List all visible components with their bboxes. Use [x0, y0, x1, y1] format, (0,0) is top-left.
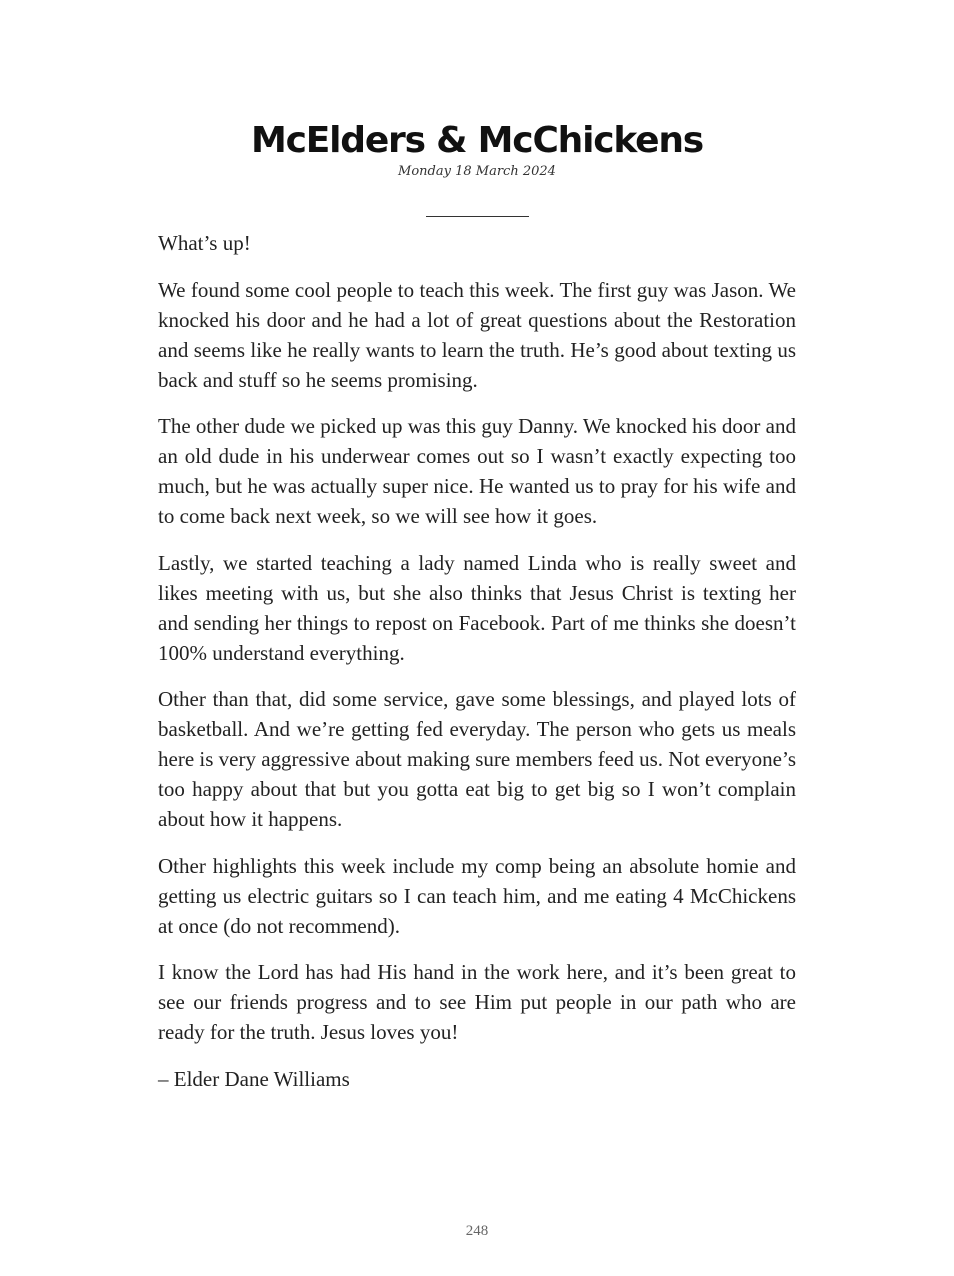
page-title: McElders & McChickens	[250, 120, 704, 161]
post-date: Monday 18 March 2024	[398, 164, 556, 179]
page-number: 248	[465, 1223, 489, 1239]
body-paragraph: The other dude we picked up was this guy Danny. We knocked his door and an old dude in his underwear comes out so I wasn’t exactly expecting too much, but he was actually super nice. He wanted us to pray for his wife and to come back next week, so we will see how it goes.	[158, 414, 796, 528]
body-paragraph: We found some cool people to teach this week. The first guy was Jason. We knocked his door and he had a lot of great questions about the Restoration and seems like he really wants to learn the truth. He’s good about texting us back and stuff so he seems promising.	[158, 277, 796, 392]
body-paragraph: Other highlights this week include my comp being an absolute homie and getting us electric guitars so I can teach him, and me eating 4 McChickens at once (do not recommend).	[158, 853, 796, 938]
body-paragraph: Lastly, we started teaching a lady named Linda who is really sweet and likes meeting with us, but she also thinks that Jesus Christ is texting her and sending her things to repost on Facebook. Part of me thinks she doesn’t 100% understand everything.	[158, 550, 796, 665]
body-paragraph: I know the Lord has had His hand in the work here, and it’s been great to see our friends progress and to see Him put people in our path who are ready for the truth. Jesus loves you!	[158, 960, 796, 1044]
letter-body	[158, 228, 796, 1110]
signature: – Elder Dane Williams	[158, 1066, 350, 1091]
title-divider	[426, 216, 529, 217]
body-paragraph: Other than that, did some service, gave some blessings, and played lots of basketball. And we’re getting fed everyday. The person who gets us meals here is very aggressive about making sure members feed us. Not everyone’s too happy about that but you gotta eat big to get big so I won’t complain about how it happens.	[158, 687, 796, 831]
greeting-paragraph: What’s up!	[158, 231, 251, 255]
